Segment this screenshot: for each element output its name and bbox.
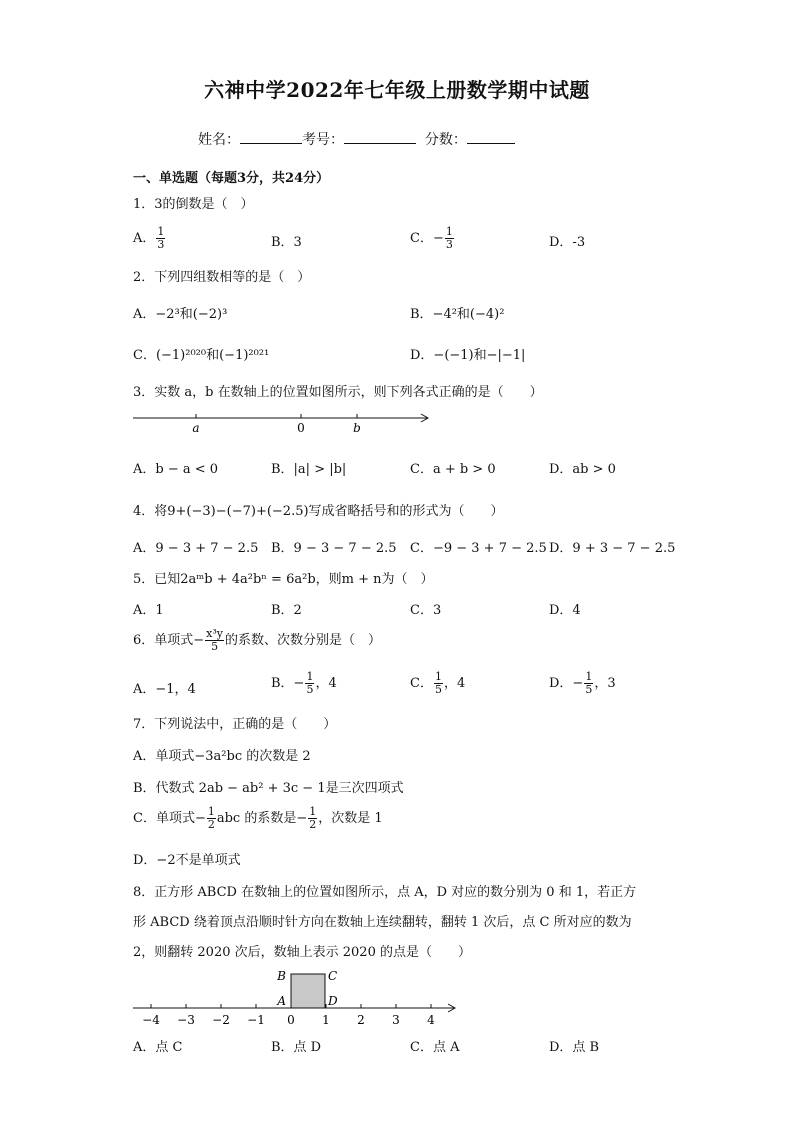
corner-b: B xyxy=(277,969,286,983)
score-blank[interactable] xyxy=(467,129,515,144)
q2-option-b[interactable]: B．−4²和(−4)² xyxy=(410,307,505,322)
name-label: 姓名： xyxy=(198,132,240,148)
q5-option-c[interactable]: C．3 xyxy=(410,603,442,618)
exam-no-blank[interactable] xyxy=(344,129,416,144)
q5-stem: 5．已知2aᵐb + 4a²bⁿ = 6a²b，则m + n为（ ） xyxy=(133,572,434,587)
name-blank[interactable] xyxy=(240,129,302,144)
q7-stem: 7．下列说法中，正确的是（ ） xyxy=(133,717,337,732)
q3-option-d[interactable]: D．ab > 0 xyxy=(549,462,616,477)
q6-option-d[interactable]: D．− $\frac{1}{5}$ ，3 xyxy=(549,670,616,696)
q7-option-c[interactable]: C．单项式− $\frac{1}{2}$ abc 的系数是− $\frac{1}{2}$ ，次数是 1 xyxy=(133,805,383,831)
tick-label: −4 xyxy=(142,1013,160,1027)
q3-number-line xyxy=(130,408,440,438)
tick-label: −1 xyxy=(247,1013,265,1027)
q4-stem: 4．将9+(−3)−(−7)+(−2.5)写成省略括号和的形式为（ ） xyxy=(133,504,504,519)
q2-option-a[interactable]: A．−2³和(−2)³ xyxy=(133,307,228,322)
q6-option-b[interactable]: B．− $\frac{1}{5}$ ，4 xyxy=(271,670,337,696)
q4-option-b[interactable]: B．9 − 3 − 7 − 2.5 xyxy=(271,541,397,556)
q6-stem: 6．单项式− $\frac{\text{x³y}}{5}$ 的系数、次数分别是（ ） xyxy=(133,627,382,653)
q2-option-c[interactable]: C．(−1)²⁰²⁰和(−1)²⁰²¹ xyxy=(133,348,270,363)
q6-option-a[interactable]: A．−1，4 xyxy=(133,682,196,697)
q8-stem-line3: 2，则翻转 2020 次后，数轴上表示 2020 的点是（ ） xyxy=(133,945,471,960)
q6-option-c[interactable]: C． $\frac{1}{5}$ ，4 xyxy=(410,670,466,696)
page-title: 六神中学2022年七年级上册数学期中试题 xyxy=(204,78,590,102)
q3-option-c[interactable]: C．a + b > 0 xyxy=(410,462,496,477)
q3-option-a[interactable]: A．b − a < 0 xyxy=(133,462,219,477)
section-heading: 一、单选题（每题3分，共24分） xyxy=(133,171,330,186)
q4-option-d[interactable]: D．9 + 3 − 7 − 2.5 xyxy=(549,541,676,556)
exam-no-label: 考号： xyxy=(302,132,344,148)
tick-label: −2 xyxy=(212,1013,230,1027)
q1-option-b[interactable]: B．3 xyxy=(271,235,302,250)
tick-label: 3 xyxy=(392,1013,400,1027)
q5-option-b[interactable]: B．2 xyxy=(271,603,302,618)
tick-label: 4 xyxy=(427,1013,435,1027)
q7-option-b[interactable]: B．代数式 2ab − ab² + 3c − 1是三次四项式 xyxy=(133,781,404,796)
label-0: 0 xyxy=(297,421,305,435)
q5-option-a[interactable]: A．1 xyxy=(133,603,164,618)
square-abcd xyxy=(291,974,325,1008)
tick-label: 0 xyxy=(287,1013,295,1027)
q2-option-d[interactable]: D．−(−1)和−|−1| xyxy=(410,348,526,363)
q8-stem-line1: 8．正方形 ABCD 在数轴上的位置如图所示，点 A，D 对应的数分别为 0 和 1，若正方 xyxy=(133,885,637,900)
q2-stem: 2．下列四组数相等的是（ ） xyxy=(133,270,311,285)
q1-option-a[interactable]: A． $\frac{1}{3}$ xyxy=(133,225,165,251)
corner-c: C xyxy=(328,969,338,983)
score-label: 分数： xyxy=(424,132,467,148)
q1-option-d[interactable]: D．-3 xyxy=(549,235,586,250)
corner-a: A xyxy=(277,994,286,1008)
label-b: b xyxy=(353,421,361,435)
q8-stem-line2: 形 ABCD 绕着顶点沿顺时针方向在数轴上连续翻转，翻转 1 次后，点 C 所对应的数为 xyxy=(133,915,632,930)
q7-option-a[interactable]: A．单项式−3a²bc 的次数是 2 xyxy=(133,749,311,764)
q3-stem: 3．实数 a，b 在数轴上的位置如图所示，则下列各式正确的是（ ） xyxy=(133,385,543,400)
tick-label: 2 xyxy=(357,1013,365,1027)
q3-option-b[interactable]: B．|a| > |b| xyxy=(271,462,347,477)
q1-stem: 1．3的倒数是（ ） xyxy=(133,197,254,212)
q8-option-c[interactable]: C．点 A xyxy=(410,1040,460,1055)
q7-option-d[interactable]: D．−2不是单项式 xyxy=(133,853,241,868)
label-a: a xyxy=(192,421,200,435)
q1-option-c[interactable]: C．− $\frac{1}{3}$ xyxy=(410,225,453,251)
tick-label: −3 xyxy=(177,1013,195,1027)
q8-option-d[interactable]: D．点 B xyxy=(549,1040,600,1055)
q5-option-d[interactable]: D．4 xyxy=(549,603,581,618)
q8-number-line xyxy=(130,964,465,1030)
q4-option-c[interactable]: C．−9 − 3 + 7 − 2.5 xyxy=(410,541,547,556)
q8-option-a[interactable]: A．点 C xyxy=(133,1040,183,1055)
tick-label: 1 xyxy=(322,1013,330,1027)
corner-d: D xyxy=(328,994,338,1008)
student-info xyxy=(198,129,515,149)
q4-option-a[interactable]: A．9 − 3 + 7 − 2.5 xyxy=(133,541,259,556)
q8-option-b[interactable]: B．点 D xyxy=(271,1040,322,1055)
